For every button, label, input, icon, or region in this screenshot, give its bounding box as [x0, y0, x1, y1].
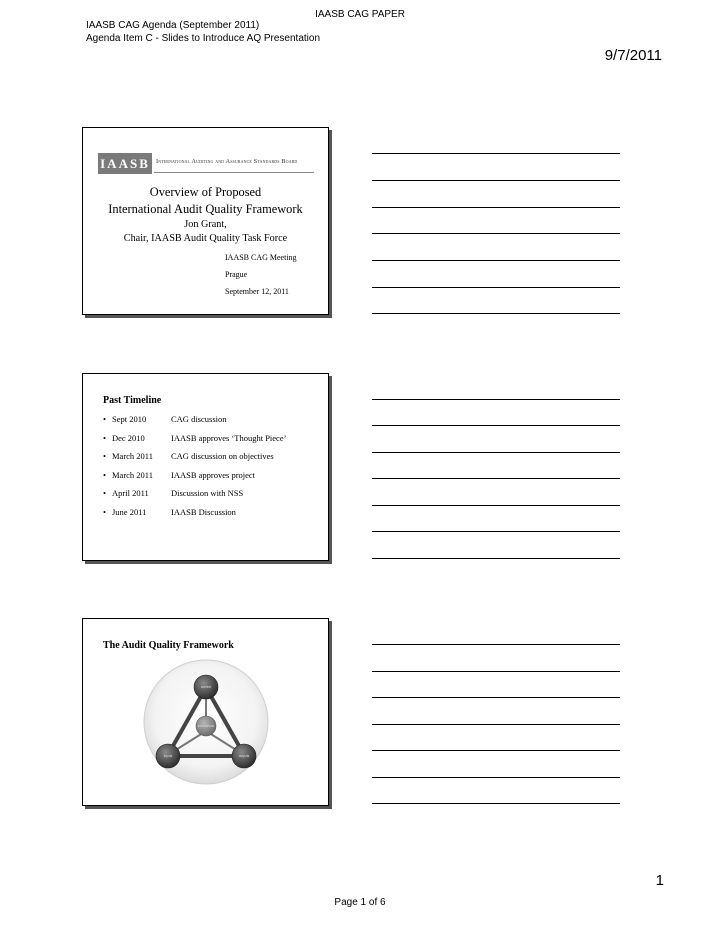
notes-line: [372, 803, 620, 804]
timeline-date: March 2011: [112, 451, 153, 461]
node-label-interactions: interactions: [197, 724, 215, 728]
slide-title: [82, 127, 329, 315]
notes-line: [372, 777, 620, 778]
timeline-date: June 2011: [112, 507, 147, 517]
logo-mark: IAASB: [98, 153, 152, 174]
title-line-1: Overview of Proposed: [149, 185, 262, 199]
title-line-2: International Audit Quality Framework: [108, 202, 303, 216]
notes-line: [372, 399, 620, 400]
notes-line: [372, 425, 620, 426]
notes-line: [372, 452, 620, 453]
notes-line: [372, 505, 620, 506]
framework-diagram: [141, 657, 271, 787]
timeline-event: Discussion with NSS: [171, 488, 244, 498]
bullet: •: [103, 433, 106, 443]
node-label-outputs: outputs: [238, 754, 250, 758]
print-date: 9/7/2011: [604, 47, 662, 64]
presenter: [83, 218, 328, 246]
notes-line: [372, 207, 620, 208]
presenter-name: Jon Grant,: [184, 219, 227, 230]
bullet: •: [103, 507, 106, 517]
meeting-name: IAASB CAG Meeting: [225, 253, 297, 262]
slide-title-heading: [83, 184, 328, 218]
node-interactions: [196, 716, 216, 736]
notes-line: [372, 644, 620, 645]
node-label-inputs: inputs: [163, 754, 173, 758]
bullet: •: [103, 414, 106, 424]
page-footer: Page 1 of 6: [334, 897, 386, 908]
node-outputs: [232, 744, 256, 768]
node-context: [194, 675, 218, 699]
timeline-event: CAG discussion: [171, 414, 227, 424]
logo-divider: [154, 172, 314, 173]
presenter-role: Chair, IAASB Audit Quality Task Force: [123, 233, 288, 244]
bullet: •: [103, 488, 106, 498]
timeline-date: April 2011: [112, 488, 149, 498]
timeline-date: Sept 2010: [112, 414, 147, 424]
notes-line: [372, 287, 620, 288]
notes-line: [372, 724, 620, 725]
notes-line: [372, 697, 620, 698]
agenda-line: IAASB CAG Agenda (September 2011): [86, 20, 260, 31]
slide-heading: Past Timeline: [103, 395, 162, 406]
agenda-item-line: Agenda Item C - Slides to Introduce AQ Presentation: [86, 33, 321, 44]
slide-heading: The Audit Quality Framework: [103, 640, 234, 651]
node-inputs: [156, 744, 180, 768]
bullet: •: [103, 451, 106, 461]
notes-line: [372, 671, 620, 672]
notes-line: [372, 180, 620, 181]
slide-audit-quality-framework: [82, 618, 329, 806]
node-label-context: context: [200, 685, 212, 689]
notes-line: [372, 233, 620, 234]
notes-line: [372, 313, 620, 314]
iaasb-logo: [98, 153, 313, 174]
notes-line: [372, 478, 620, 479]
page-number: 1: [655, 872, 664, 889]
timeline-event: IAASB approves ‘Thought Piece’: [171, 433, 287, 443]
bullet: •: [103, 470, 106, 480]
notes-line: [372, 260, 620, 261]
timeline-date: Dec 2010: [112, 433, 145, 443]
timeline-date: March 2011: [112, 470, 153, 480]
notes-line: [372, 531, 620, 532]
notes-line: [372, 750, 620, 751]
timeline-event: IAASB approves project: [171, 470, 256, 480]
timeline-event: CAG discussion on objectives: [171, 451, 274, 461]
notes-line: [372, 558, 620, 559]
timeline-event: IAASB Discussion: [171, 507, 236, 517]
meeting-location: Prague: [225, 270, 248, 279]
logo-board-name: International Auditing and Assurance Standards Board: [156, 158, 298, 165]
notes-line: [372, 153, 620, 154]
document-header-title: IAASB CAG PAPER: [315, 9, 405, 20]
slide-past-timeline: [82, 373, 329, 561]
meeting-date: September 12, 2011: [225, 287, 289, 296]
